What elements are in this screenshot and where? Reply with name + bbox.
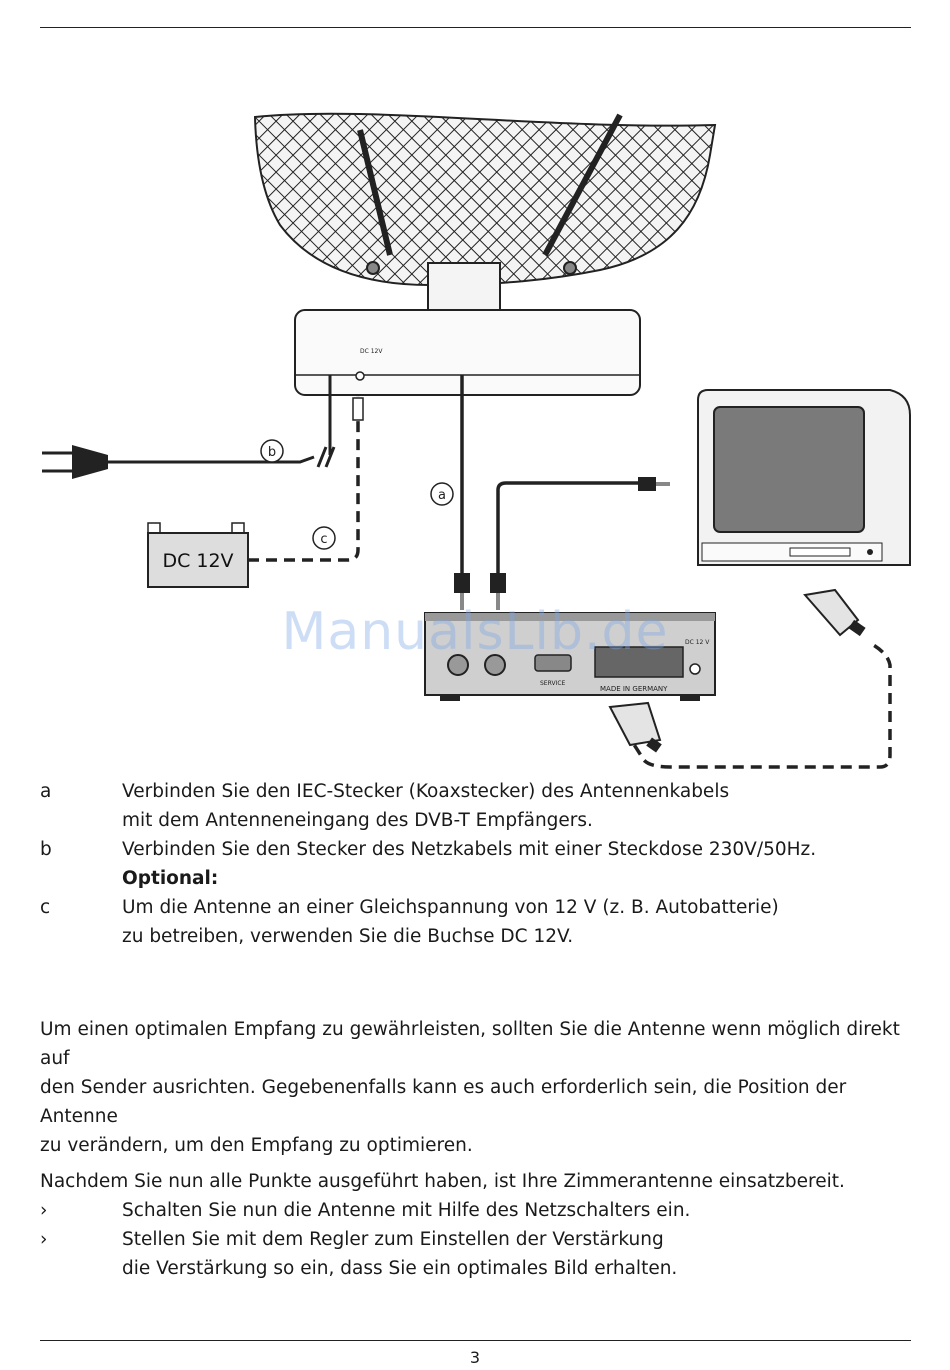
battery <box>148 523 248 587</box>
svg-text:b: b <box>267 445 277 460</box>
bottom-rule <box>40 1340 911 1341</box>
svg-text:c: c <box>320 532 328 547</box>
bullet-gain-line-1: Stellen Sie mit dem Regler zum Einstellen der Verstärkung <box>122 1229 664 1250</box>
battery-label: DC 12V <box>162 550 234 572</box>
reception-line-3: zu verändern, um den Empfang zu optimieren. <box>40 1135 473 1156</box>
step-b-text: Verbinden Sie den Stecker des Netzkabels mit einer Steckdose 230V/50Hz. <box>122 839 817 860</box>
optional-label: Optional: <box>122 868 219 889</box>
step-a-text <box>122 777 912 835</box>
step-c-line-2: zu betreiben, verwenden Sie die Buchse DC 12V. <box>122 926 574 947</box>
svg-text:a: a <box>438 488 446 503</box>
step-a-marker: a <box>40 781 52 802</box>
step-c-text <box>122 893 912 951</box>
step-c-marker: c <box>40 897 51 918</box>
step-a-line-1: Verbinden Sie den IEC-Stecker (Koaxstecker) des Antennenkabels <box>122 781 730 802</box>
bullet-gain-text <box>122 1225 912 1283</box>
dc-socket <box>356 372 364 380</box>
antenna <box>255 114 715 395</box>
reception-line-2: den Sender ausrichten. Gegebenenfalls kann es auch erforderlich sein, die Position der Antenne <box>40 1077 847 1127</box>
svg-text:SERVICE: SERVICE <box>540 680 566 687</box>
bullet-power-text: Schalten Sie nun die Antenne mit Hilfe des Netzschalters ein. <box>122 1200 691 1221</box>
reception-paragraph <box>40 1015 910 1160</box>
watermark: ManualsLib.de <box>281 602 669 662</box>
step-c-line-1: Um die Antenne an einer Gleichspannung von 12 V (z. B. Autobatterie) <box>122 897 779 918</box>
page-number: 3 <box>469 1348 481 1367</box>
top-rule <box>40 27 911 28</box>
power-plug <box>42 375 334 479</box>
antenna-socket-label: DC 12V <box>360 348 383 355</box>
bullet-marker: › <box>40 1200 48 1221</box>
bullet-marker: › <box>40 1229 48 1250</box>
reception-line-1: Um einen optimalen Empfang zu gewährleisten, sollten Sie die Antenne wenn möglich direkt auf <box>40 1019 900 1069</box>
label-a <box>431 483 453 505</box>
connection-diagram <box>30 95 920 780</box>
dc-cable <box>248 395 358 560</box>
label-c <box>313 527 335 549</box>
svg-text:MADE IN GERMANY: MADE IN GERMANY <box>600 685 668 693</box>
label-b <box>261 440 283 462</box>
tv <box>698 390 910 565</box>
step-a-line-2: mit dem Antenneneingang des DVB-T Empfängers. <box>122 810 593 831</box>
svg-text:DC 12 V: DC 12 V <box>685 639 710 646</box>
step-b-marker: b <box>40 839 52 860</box>
ready-paragraph: Nachdem Sie nun alle Punkte ausgeführt haben, ist Ihre Zimmerantenne einsatzbereit. <box>40 1171 845 1192</box>
tv-antenna-cable <box>498 483 640 573</box>
bullet-gain-line-2: die Verstärkung so ein, dass Sie ein optimales Bild erhalten. <box>122 1258 678 1279</box>
